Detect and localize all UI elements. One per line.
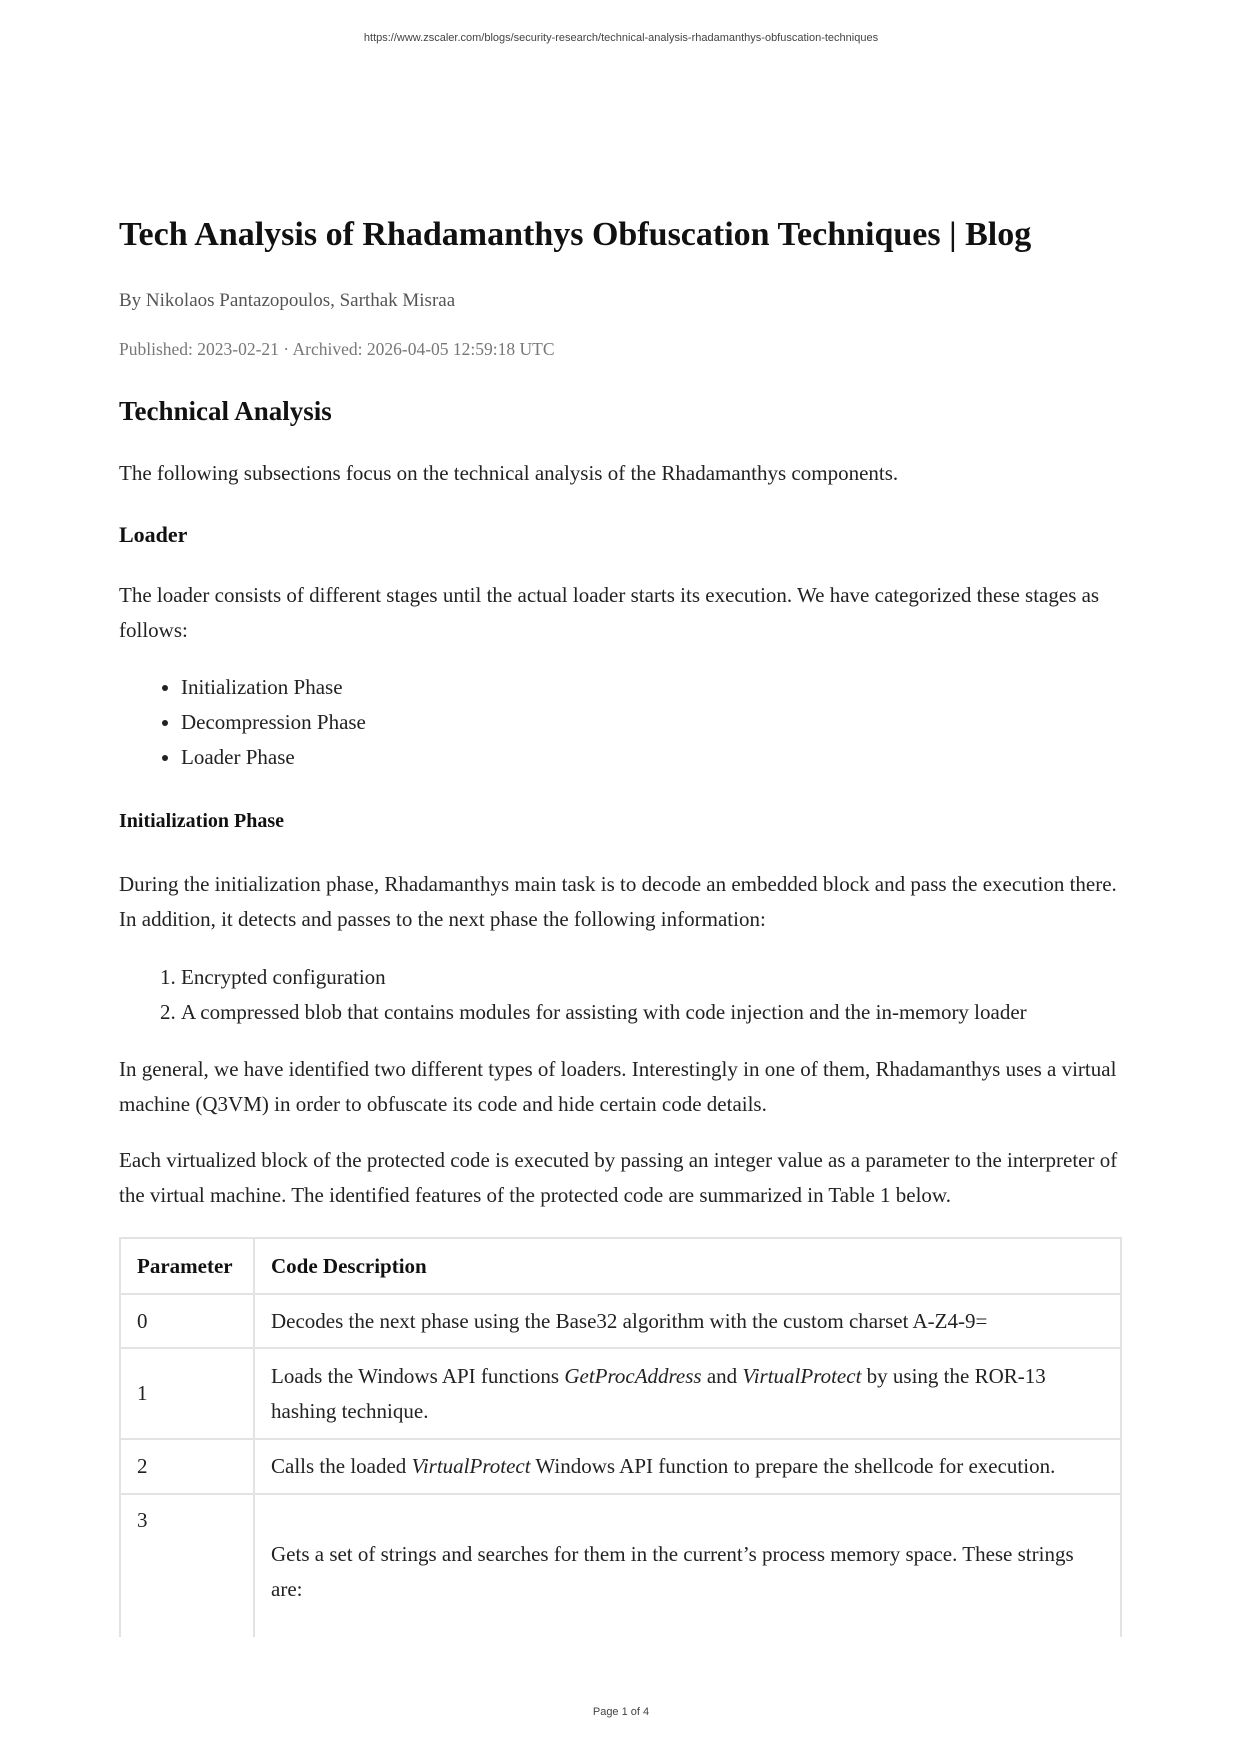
list-item: • Decompression Phase — [181, 705, 1122, 740]
published-date: Published: 2023-02-21 · Archived: 2026-04-05 12:59:18 UTC — [119, 339, 555, 359]
table-row — [120, 1348, 1121, 1439]
description-cell — [254, 1294, 1121, 1348]
list-item: • Loader Phase — [181, 740, 1122, 775]
subsection-heading: Loader — [119, 522, 188, 547]
byline: By Nikolaos Pantazopoulos, Sarthak Misraa — [119, 290, 456, 311]
subsubsection-heading: Initialization Phase — [119, 810, 285, 832]
description-cell — [254, 1348, 1121, 1439]
list-item: 2. A compressed blob that contains modules for assisting with code injection and the in-memory loader — [181, 995, 1122, 1030]
api-name: VirtualProtect — [411, 1454, 531, 1478]
list-item: 1. Encrypted configuration — [181, 960, 1122, 995]
paragraph: The following subsections focus on the technical analysis of the Rhadamanthys components. — [119, 461, 899, 485]
description-text: Windows API function to prepare the shellcode for execution. — [530, 1454, 1056, 1478]
paragraph: The loader consists of different stages until the actual loader starts its execution. We have categorized these stages as follows: — [119, 583, 1100, 642]
description-cell — [254, 1439, 1121, 1494]
section-heading: Technical Analysis — [119, 396, 332, 426]
param-cell: 0 — [120, 1294, 254, 1348]
api-name: VirtualProtect — [742, 1363, 862, 1388]
table-row — [120, 1439, 1121, 1494]
param-cell: 2 — [120, 1439, 254, 1494]
description-text: Loads the Windows API functions — [271, 1363, 565, 1388]
page-title: Tech Analysis of Rhadamanthys Obfuscation Techniques | Blog — [119, 216, 1032, 253]
description-text: Decodes the next phase using the Base32 algorithm with the custom charset A-Z4-9= — [271, 1308, 988, 1333]
description-cell: Gets a set of strings and searches for them in the current’s process memory space. These strings are: — [254, 1494, 1121, 1637]
parameter-table — [119, 1237, 1122, 1637]
table-header-row — [120, 1238, 1121, 1294]
list-item: • Initialization Phase — [181, 670, 1122, 705]
column-header: Code Description — [254, 1238, 1121, 1294]
paragraph: During the initialization phase, Rhadamanthys main task is to decode an embedded block and pass the execution there. In addition, it detects and passes to the next phase the following information: — [119, 872, 1117, 931]
api-name: GetProcAddress — [564, 1363, 702, 1388]
paragraph: In general, we have identified two different types of loaders. Interestingly in one of them, Rhadamanthys uses a virtual machine (Q3VM) in order to obfuscate its code and hide certain code details. — [119, 1057, 1117, 1116]
column-header: Parameter — [120, 1238, 254, 1294]
table-row — [120, 1494, 1121, 1637]
description-text: by using the ROR-13 hashing technique. — [271, 1363, 1046, 1423]
table-row — [120, 1294, 1121, 1348]
paragraph: Each virtualized block of the protected code is executed by passing an integer value as a parameter to the interpreter of the virtual machine. The identified features of the protected code are summarized in Table 1 below. — [119, 1148, 1118, 1207]
param-cell: 1 — [120, 1348, 254, 1439]
source-url: https://www.zscaler.com/blogs/security-research/technical-analysis-rhadamanthys-obfuscation-techniques — [363, 32, 879, 44]
description-text: Calls the loaded — [271, 1454, 412, 1478]
description-text: and — [701, 1363, 743, 1388]
page-number: Page 1 of 4 — [592, 1706, 650, 1718]
param-cell: 3 — [120, 1494, 254, 1637]
